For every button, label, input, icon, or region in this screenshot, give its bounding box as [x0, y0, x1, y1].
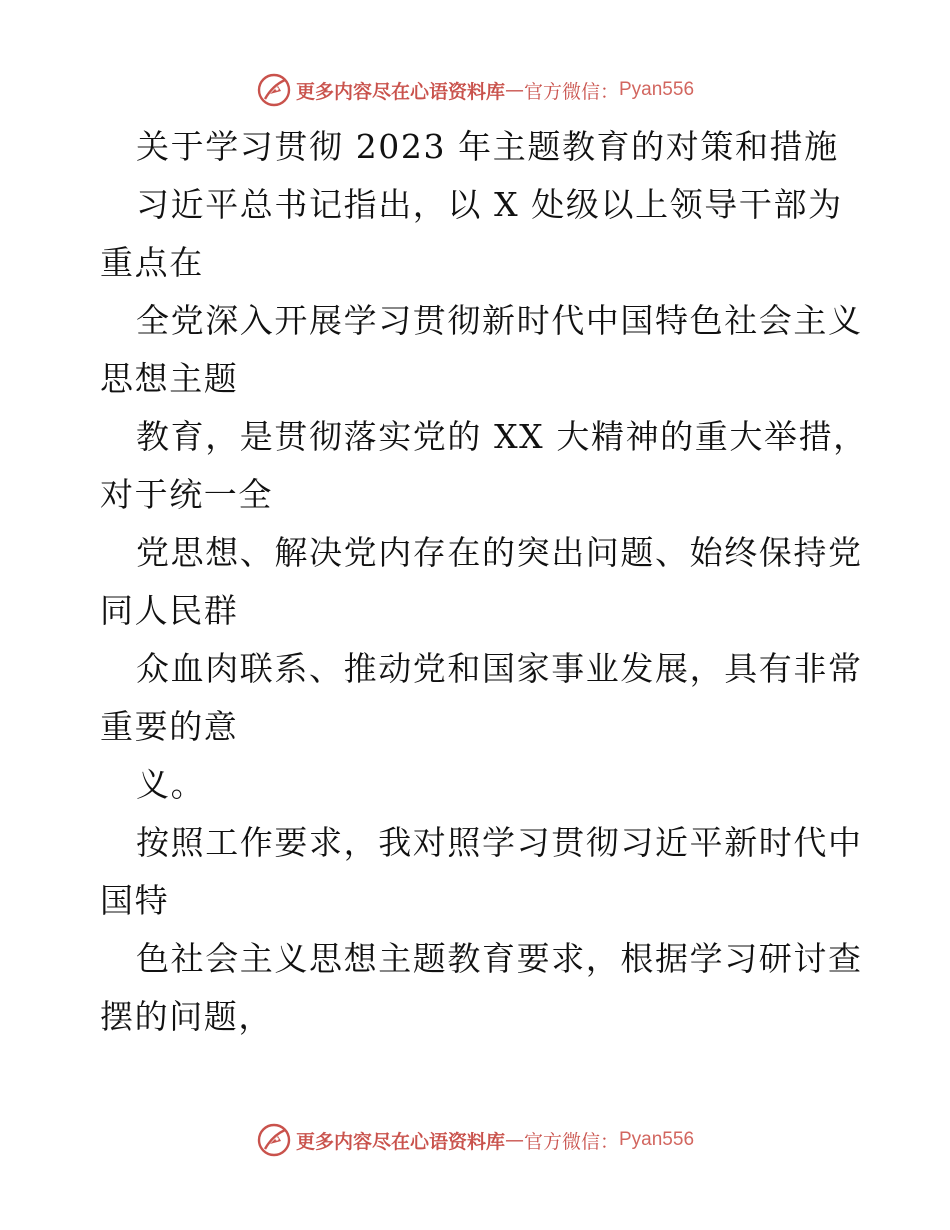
document-line: 义。 — [136, 765, 206, 804]
document-line: 对于统一全 — [100, 475, 273, 514]
document-line: 全党深入开展学习贯彻新时代中国特色社会主义 — [136, 301, 863, 340]
document-line: 习近平总书记指出，以 X 处级以上领导干部为 — [136, 185, 843, 224]
document-body — [100, 118, 868, 1046]
pen-nib-logo-icon — [256, 1122, 292, 1158]
footer-banner — [0, 1120, 950, 1160]
banner-brand-text: 更多内容尽在心语资料库 — [295, 1130, 505, 1153]
banner-dash: — — [504, 79, 524, 101]
banner-wechat-account: Pyan556 — [619, 1129, 695, 1150]
document-line: 摆的问题， — [100, 997, 273, 1036]
document-line: 教育，是贯彻落实党的 XX 大精神的重大举措， — [136, 417, 868, 456]
document-line: 国特 — [100, 881, 170, 920]
pen-nib-logo-icon — [256, 72, 292, 108]
banner-wechat-account: Pyan556 — [619, 79, 695, 100]
document-line: 同人民群 — [100, 591, 239, 630]
document-line: 党思想、解决党内存在的突出问题、始终保持党 — [136, 533, 863, 572]
banner-dash: — — [504, 1129, 524, 1151]
document-title: 关于学习贯彻 2023 年主题教育的对策和措施 — [136, 127, 839, 166]
header-banner — [0, 70, 950, 110]
banner-wechat-label: 官方微信： — [523, 1130, 619, 1153]
document-line: 重要的意 — [100, 707, 239, 746]
banner-brand-text: 更多内容尽在心语资料库 — [295, 80, 505, 103]
document-line: 色社会主义思想主题教育要求，根据学习研讨查 — [136, 939, 863, 978]
document-line: 重点在 — [100, 243, 204, 282]
document-line: 众血肉联系、推动党和国家事业发展，具有非常 — [136, 649, 863, 688]
document-line: 按照工作要求，我对照学习贯彻习近平新时代中 — [136, 823, 863, 862]
document-line: 思想主题 — [100, 359, 239, 398]
banner-wechat-label: 官方微信： — [523, 80, 619, 103]
